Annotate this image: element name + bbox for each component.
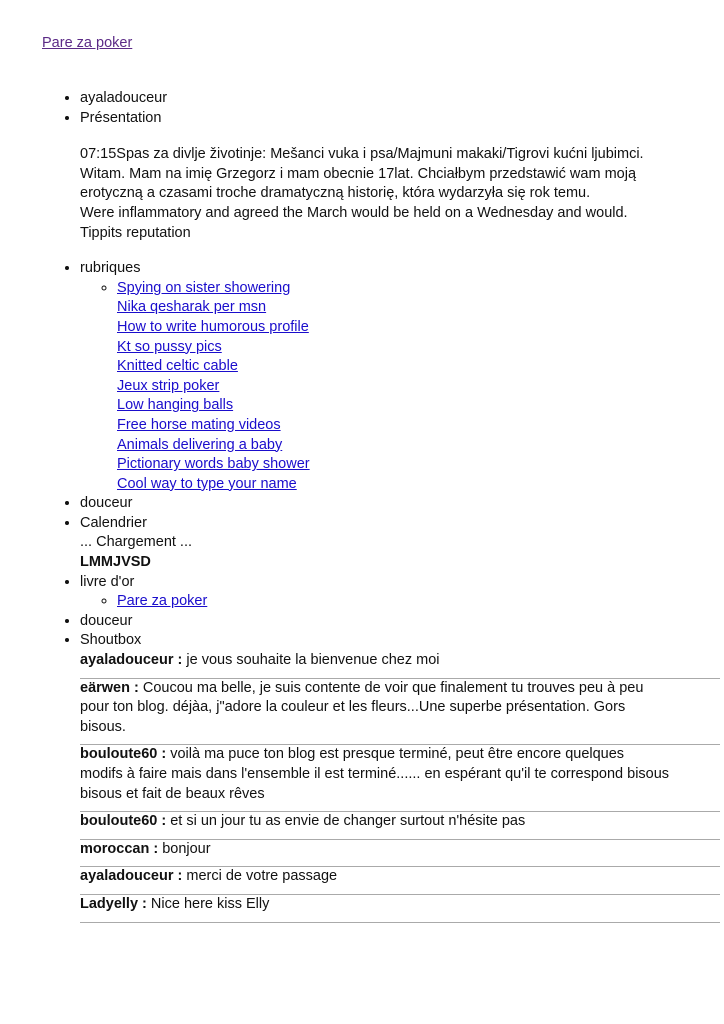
rubrique-link[interactable]: Low hanging balls [117, 397, 234, 414]
livre-dor-item [117, 592, 720, 612]
nav-item-shoutbox [80, 631, 720, 922]
rubrique-link[interactable]: Free horse mating videos [117, 416, 281, 433]
presentation-line: Witam. Mam na imię Grzegorz i mam obecnie 17lat. Chciałbym przedstawić wam moją [80, 165, 637, 182]
shout-text: je vous souhaite la bienvenue chez moi [186, 652, 440, 669]
rubrique-item [117, 475, 720, 495]
nav-item-presentation [80, 109, 720, 244]
shoutbox-label: Shoutbox [80, 632, 142, 649]
rubrique-link[interactable]: Knitted celtic cable [117, 358, 238, 375]
top-link-pare-za-poker[interactable]: Pare za poker [42, 35, 133, 51]
nav-item-calendrier [80, 514, 720, 573]
rubrique-link[interactable]: How to write humorous profile [117, 318, 309, 335]
rubrique-item [117, 318, 720, 338]
rubrique-item [117, 357, 720, 377]
rubrique-link[interactable]: Pictionary words baby shower [117, 456, 310, 473]
shout-author: Ladyelly : [80, 895, 147, 912]
rubrique-link[interactable]: Animals delivering a baby [117, 436, 283, 453]
rubrique-item [117, 436, 720, 456]
calendar-weekdays: LMMJVSD [80, 554, 151, 571]
shout-author: moroccan : [80, 840, 159, 857]
presentation-line: erotyczną a czasami troche dramatyczną historię, która wydarzyła się rok temu. [80, 185, 591, 202]
nav-item-douceur-2: • douceur [80, 612, 720, 632]
rubrique-item [117, 338, 720, 358]
shout-text: Nice here kiss Elly [150, 895, 270, 912]
calendrier-label: Calendrier [80, 514, 147, 531]
shout-text: bonjour [162, 840, 211, 857]
presentation-label: Présentation [80, 109, 162, 126]
rubrique-link[interactable]: Jeux strip poker [117, 377, 220, 394]
shout-text: merci de votre passage [186, 868, 338, 885]
presentation-line: Tippits reputation [80, 224, 191, 241]
shout-message [80, 840, 720, 867]
shout-divider [80, 922, 720, 923]
rubriques-list [80, 279, 720, 495]
shout-message [80, 812, 720, 839]
shout-text: Coucou ma belle, je suis contente de voir que finalement tu trouves peu à peu [142, 679, 644, 696]
shout-message [80, 745, 720, 811]
nav-item-ayaladouceur: • ayaladouceur [80, 89, 720, 109]
rubrique-item [117, 279, 720, 299]
shout-text: et si un jour tu as envie de changer surtout n'hésite pas [170, 813, 526, 830]
presentation-text [80, 145, 720, 243]
shout-author: ayaladouceur : [80, 652, 183, 669]
shout-author: eärwen : [80, 679, 139, 696]
rubriques-label: rubriques [80, 260, 141, 277]
livre-dor-label: livre d'or [80, 573, 135, 590]
shout-text: pour ton blog. déjàa, j"adore la couleur et les fleurs...Une superbe présentation. Gors [80, 699, 626, 716]
rubrique-item [117, 396, 720, 416]
rubrique-link[interactable]: Spying on sister showering [117, 279, 291, 296]
shout-message [80, 867, 720, 894]
nav-item-douceur: • douceur [80, 494, 720, 514]
rubrique-link[interactable]: Kt so pussy pics [117, 338, 222, 355]
rubrique-link[interactable]: Nika qesharak per msn [117, 299, 267, 316]
rubrique-item [117, 455, 720, 475]
nav-item-livre-dor [80, 573, 720, 612]
main-list [42, 89, 720, 923]
rubrique-link[interactable]: Cool way to type your name [117, 475, 297, 492]
calendar-loading-text: ... Chargement ... [80, 534, 193, 551]
shout-author: ayaladouceur : [80, 868, 183, 885]
nav-item-rubriques [80, 259, 720, 494]
shout-text: bisous et fait de beaux rêves [80, 785, 265, 802]
shout-message [80, 651, 720, 678]
shoutbox-messages [80, 651, 720, 923]
rubrique-item [117, 416, 720, 436]
shout-text: bisous. [80, 718, 126, 735]
shout-text: voilà ma puce ton blog est presque terminé, peut être encore quelques [170, 746, 625, 763]
shout-text: modifs à faire mais dans l'ensemble il est terminé...... en espérant qu'il te correspond bisous [80, 766, 670, 782]
shout-author: bouloute60 : [80, 746, 167, 763]
livre-dor-list [80, 592, 720, 612]
rubrique-item [117, 298, 720, 318]
livre-dor-link[interactable]: Pare za poker [117, 593, 208, 610]
shout-message [80, 679, 720, 745]
shout-message [80, 895, 720, 922]
rubrique-item [117, 377, 720, 397]
shout-author: bouloute60 : [80, 813, 167, 830]
presentation-line: Were inflammatory and agreed the March would be held on a Wednesday and would. [80, 204, 628, 221]
presentation-line: 07:15Spas za divlje životinje: Mešanci vuka i psa/Majmuni makaki/Tigrovi kućni ljubimci. [80, 146, 644, 163]
